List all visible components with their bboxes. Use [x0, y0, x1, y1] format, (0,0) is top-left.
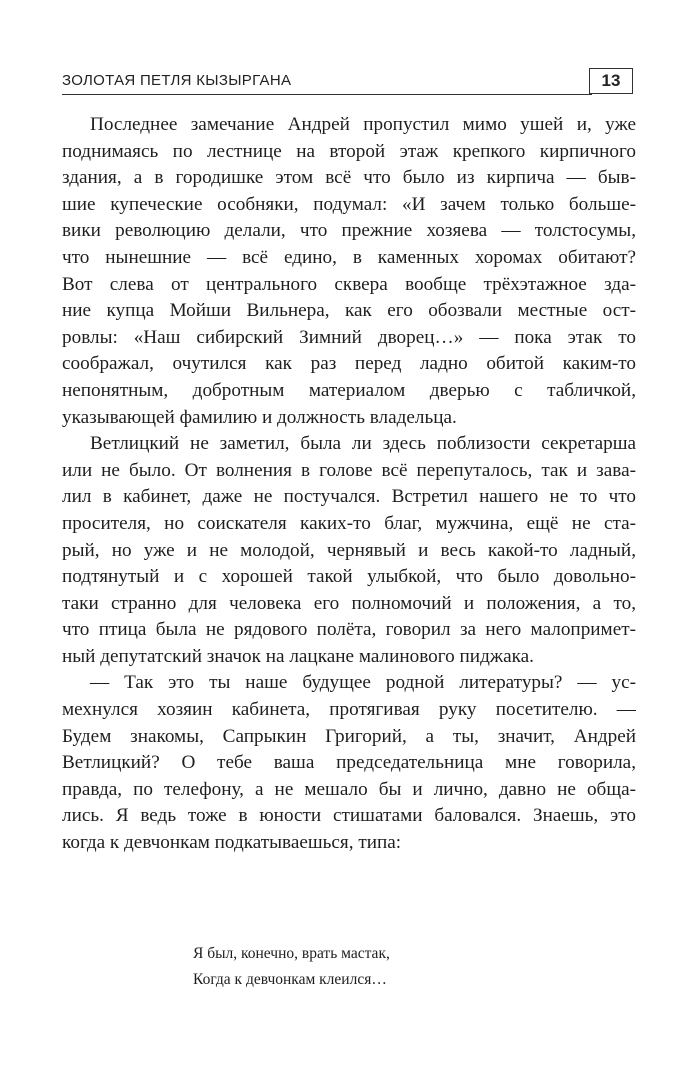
verse-quote [193, 941, 390, 993]
running-header [62, 70, 636, 98]
body-text [62, 112, 636, 857]
text-line: — Так это ты наше будущее родной литературы? — ус- [90, 672, 636, 694]
text-line: подтянутый и с хорошей такой улыбкой, что было довольно- [62, 566, 636, 588]
text-line: лись. Я ведь тоже в юности стишатами баловался. Знаешь, это [62, 805, 636, 827]
paragraph-2 [62, 431, 636, 670]
text-line: что нынешние — всё едино, в каменных хоромах обитают? [62, 246, 636, 268]
text-line: правда, по телефону, а не мешало бы и лично, давно не обща- [62, 778, 636, 800]
text-line: ние купца Мойши Вильнера, как его обозвали местные ост- [62, 300, 636, 322]
text-line: когда к девчонкам подкатываешься, типа: [62, 832, 402, 854]
text-line: что птица была не рядового полёта, говорил за него малопримет- [62, 619, 636, 641]
text-line: ный депутатский значок на лацкане малинового пиджака. [62, 645, 534, 667]
page-number: 13 [589, 68, 633, 94]
text-line: лил в кабинет, даже не постучался. Встретил нашего не то что [62, 486, 636, 508]
text-line: или не было. От волнения в голове всё перепуталось, так и зава- [62, 459, 636, 481]
text-line: Будем знакомы, Сапрыкин Григорий, а ты, значит, Андрей [62, 725, 636, 747]
text-line: мехнулся хозяин кабинета, протягивая руку посетителю. — [62, 699, 636, 721]
paragraph-1 [62, 112, 636, 431]
text-line: рый, но уже и не молодой, чернявый и весь какой-то ладный, [62, 539, 636, 561]
text-line: таки странно для человека его полномочий и положения, а то, [62, 592, 636, 614]
text-line: вики революцию делали, что прежние хозяева — толстосумы, [62, 220, 636, 242]
text-line: соображал, очутился как раз перед ладно обитой каким-то [62, 353, 636, 375]
paragraph-3 [62, 670, 636, 856]
text-line: указывающей фамилию и должность владельца. [62, 406, 457, 428]
text-line: просителя, но соискателя каких-то благ, мужчина, ещё не ста- [62, 512, 636, 534]
text-line: непонятным, добротным материалом дверью с табличкой, [62, 379, 636, 401]
text-line: Последнее замечание Андрей пропустил мимо ушей и, уже [90, 114, 636, 135]
verse-line: Когда к девчонкам клеился… [193, 971, 387, 988]
text-line: Ветлицкий не заметил, была ли здесь поблизости секретарша [90, 433, 636, 455]
text-line: поднимаясь по лестнице на второй этаж крепкого кирпичного [62, 140, 636, 162]
text-line: шие купеческие особняки, подумал: «И зачем только больше- [62, 193, 636, 215]
running-title: ЗОЛОТАЯ ПЕТЛЯ КЫЗЫРГАНА [62, 72, 292, 89]
header-rule [62, 94, 592, 95]
verse-line: Я был, конечно, врать мастак, [193, 945, 390, 962]
text-line: Вот слева от центрального сквера вообще трёхэтажное зда- [62, 273, 636, 295]
text-line: здания, а в городишке этом всё что было из кирпича — быв- [62, 167, 636, 189]
text-line: ровлы: «Наш сибирский Зимний дворец…» — пока этак то [62, 326, 636, 348]
text-line: Ветлицкий? О тебе ваша председательница мне говорила, [62, 752, 636, 774]
